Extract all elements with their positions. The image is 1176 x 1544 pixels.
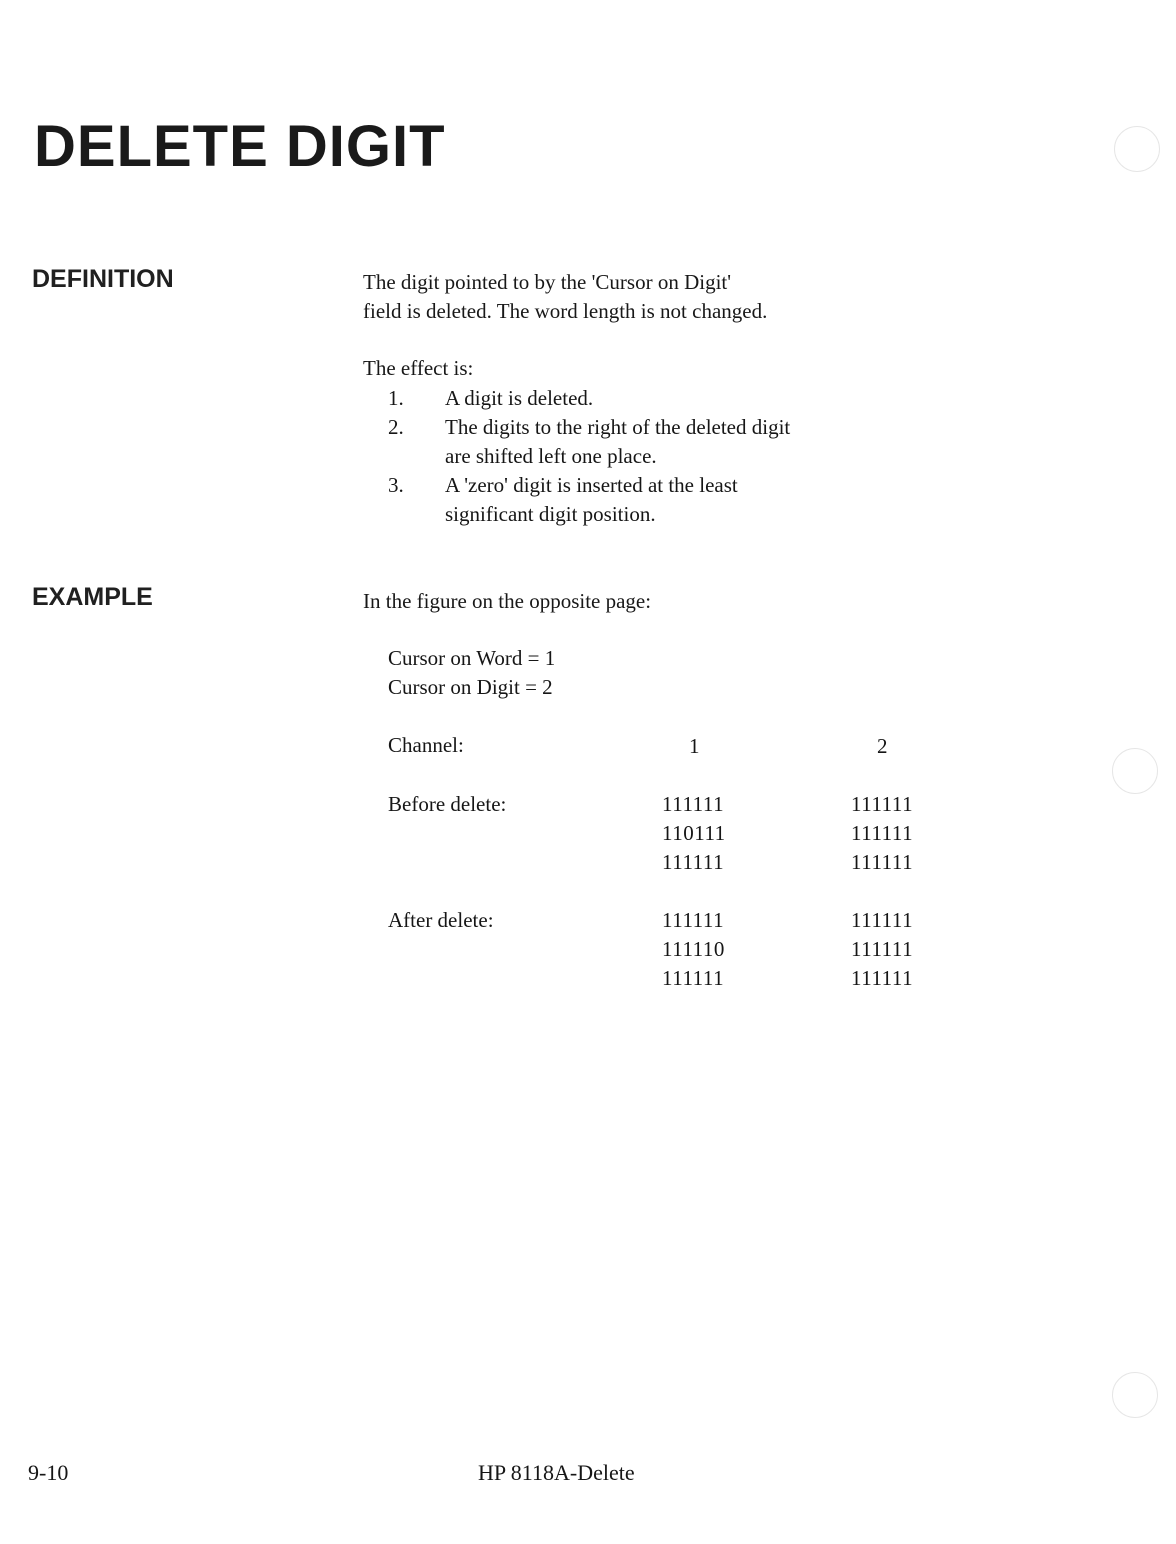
list-line: significant digit position. xyxy=(445,502,656,526)
after-channel-1-words xyxy=(662,906,725,993)
list-item xyxy=(388,471,790,529)
definition-line: field is deleted. The word length is not changed. xyxy=(363,299,768,323)
binder-hole-mark xyxy=(1114,126,1160,172)
before-channel-2-words xyxy=(851,790,913,877)
word-value: 111111 xyxy=(851,966,914,990)
definition-paragraph xyxy=(363,268,767,326)
word-value: 111111 xyxy=(851,821,914,845)
channel-2-header: 2 xyxy=(877,734,888,758)
list-number: 3. xyxy=(388,473,404,497)
list-item xyxy=(388,413,790,471)
list-line: A 'zero' digit is inserted at the least xyxy=(445,473,738,497)
example-heading: EXAMPLE xyxy=(32,583,153,611)
cursor-on-word: Cursor on Word = 1 xyxy=(388,646,556,670)
list-line: are shifted left one place. xyxy=(445,444,657,468)
list-line: The digits to the right of the deleted digit xyxy=(445,415,791,439)
footer-document-title: HP 8118A-Delete xyxy=(478,1460,635,1485)
example-intro: In the figure on the opposite page: xyxy=(363,589,652,613)
word-value: 111111 xyxy=(851,908,914,932)
word-value: 110111 xyxy=(662,821,726,845)
page-title: DELETE DIGIT xyxy=(34,114,446,179)
definition-line: The digit pointed to by the 'Cursor on Digit' xyxy=(363,270,732,294)
before-channel-1-words xyxy=(662,790,726,877)
word-value: 111111 xyxy=(851,850,914,874)
word-value: 111111 xyxy=(662,792,725,816)
binder-hole-mark xyxy=(1112,1372,1158,1418)
word-value: 111111 xyxy=(851,937,914,961)
list-number: 1. xyxy=(388,386,404,410)
after-channel-2-words xyxy=(851,906,913,993)
channel-label: Channel: xyxy=(388,733,464,757)
effects-list xyxy=(388,384,790,529)
list-item xyxy=(388,384,790,413)
word-value: 111110 xyxy=(662,937,725,961)
word-value: 111111 xyxy=(662,850,725,874)
word-value: 111111 xyxy=(851,792,914,816)
definition-heading: DEFINITION xyxy=(32,265,174,293)
word-value: 111111 xyxy=(662,908,725,932)
page-number: 9-10 xyxy=(28,1460,69,1485)
word-value: 111111 xyxy=(662,966,725,990)
before-delete-label: Before delete: xyxy=(388,792,507,816)
channel-1-header: 1 xyxy=(689,734,700,758)
cursor-on-digit: Cursor on Digit = 2 xyxy=(388,675,553,699)
effect-intro: The effect is: xyxy=(363,356,474,380)
after-delete-label: After delete: xyxy=(388,908,494,932)
list-number: 2. xyxy=(388,415,404,439)
list-line: A digit is deleted. xyxy=(445,386,594,410)
binder-hole-mark xyxy=(1112,748,1158,794)
